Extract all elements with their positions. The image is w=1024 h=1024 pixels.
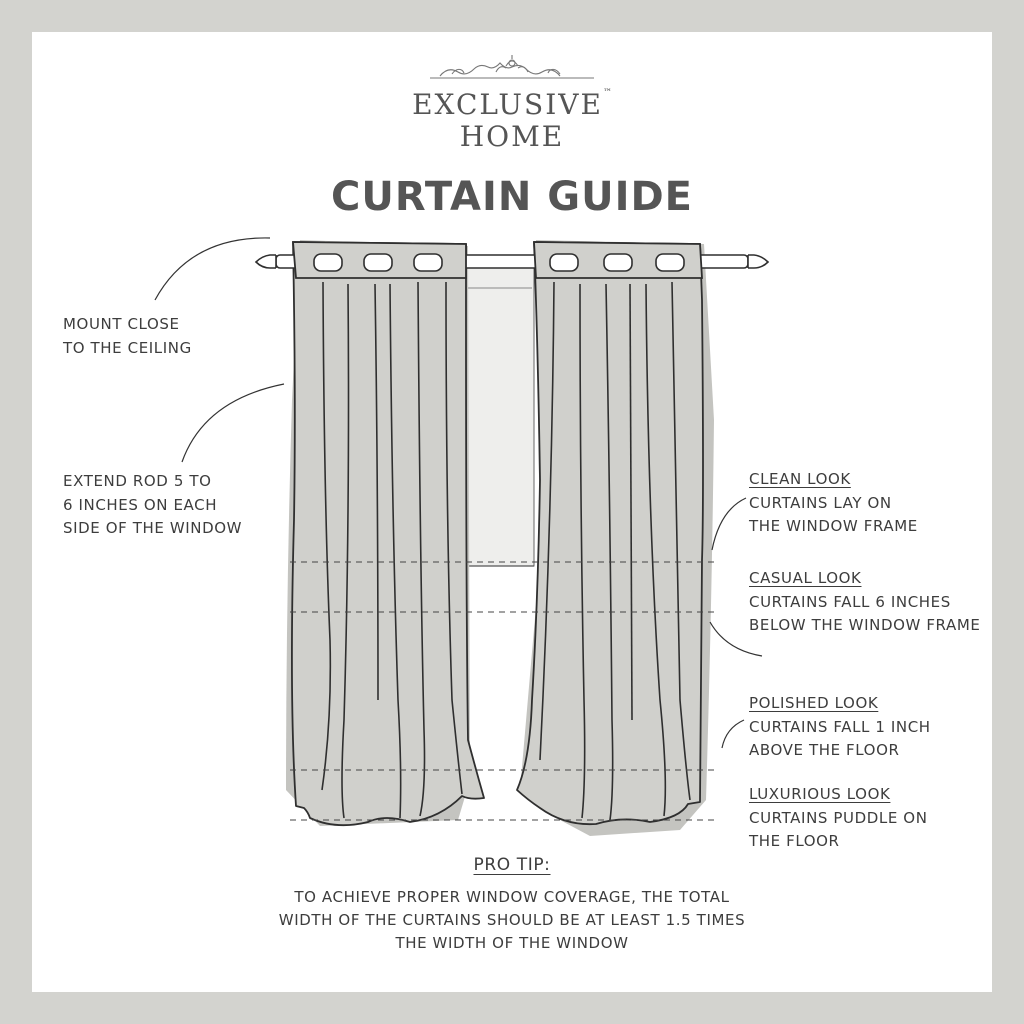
look-polished <box>749 692 931 763</box>
pro-tip-heading: PRO TIP: <box>473 855 551 875</box>
look-line: CURTAINS FALL 6 INCHES <box>749 592 951 611</box>
look-heading: CLEAN LOOK <box>749 470 851 488</box>
look-line: CURTAINS LAY ON <box>749 493 892 512</box>
look-line: THE WINDOW FRAME <box>749 517 918 535</box>
trademark: ™ <box>602 88 612 98</box>
look-line: CURTAINS PUDDLE ON <box>749 808 928 827</box>
pro-tip-text <box>262 886 762 955</box>
look-luxurious <box>749 783 928 854</box>
note-mount <box>63 313 192 360</box>
brand-name-line-1: EXCLUSIVE™ <box>412 88 612 121</box>
look-clean <box>749 468 918 539</box>
pro-tip-line: THE WIDTH OF THE WINDOW <box>395 934 629 952</box>
pro-tip-line: TO ACHIEVE PROPER WINDOW COVERAGE, THE TOTAL <box>294 888 730 906</box>
page-title: CURTAIN GUIDE <box>331 174 693 220</box>
look-heading: LUXURIOUS LOOK <box>749 785 891 803</box>
look-heading: POLISHED LOOK <box>749 694 879 712</box>
window-frame <box>464 268 534 566</box>
note-extend-line: EXTEND ROD 5 TO <box>63 472 212 490</box>
look-line: THE FLOOR <box>749 832 840 850</box>
note-extend <box>63 470 242 541</box>
note-mount-line: TO THE CEILING <box>63 338 192 357</box>
look-casual <box>749 567 980 638</box>
look-heading: CASUAL LOOK <box>749 569 862 587</box>
look-line: CURTAINS FALL 1 INCH <box>749 717 931 736</box>
note-mount-line: MOUNT CLOSE <box>63 315 180 333</box>
brand-name-line-2: HOME <box>459 120 565 153</box>
pro-tip-line: WIDTH OF THE CURTAINS SHOULD BE AT LEAST 1.5 TIMES <box>278 911 746 929</box>
look-line: BELOW THE WINDOW FRAME <box>749 616 981 634</box>
look-line: ABOVE THE FLOOR <box>749 741 900 759</box>
note-extend-line: 6 INCHES ON EACH <box>63 495 218 514</box>
note-extend-line: SIDE OF THE WINDOW <box>63 519 243 537</box>
logo-ornament-icon <box>430 55 594 78</box>
